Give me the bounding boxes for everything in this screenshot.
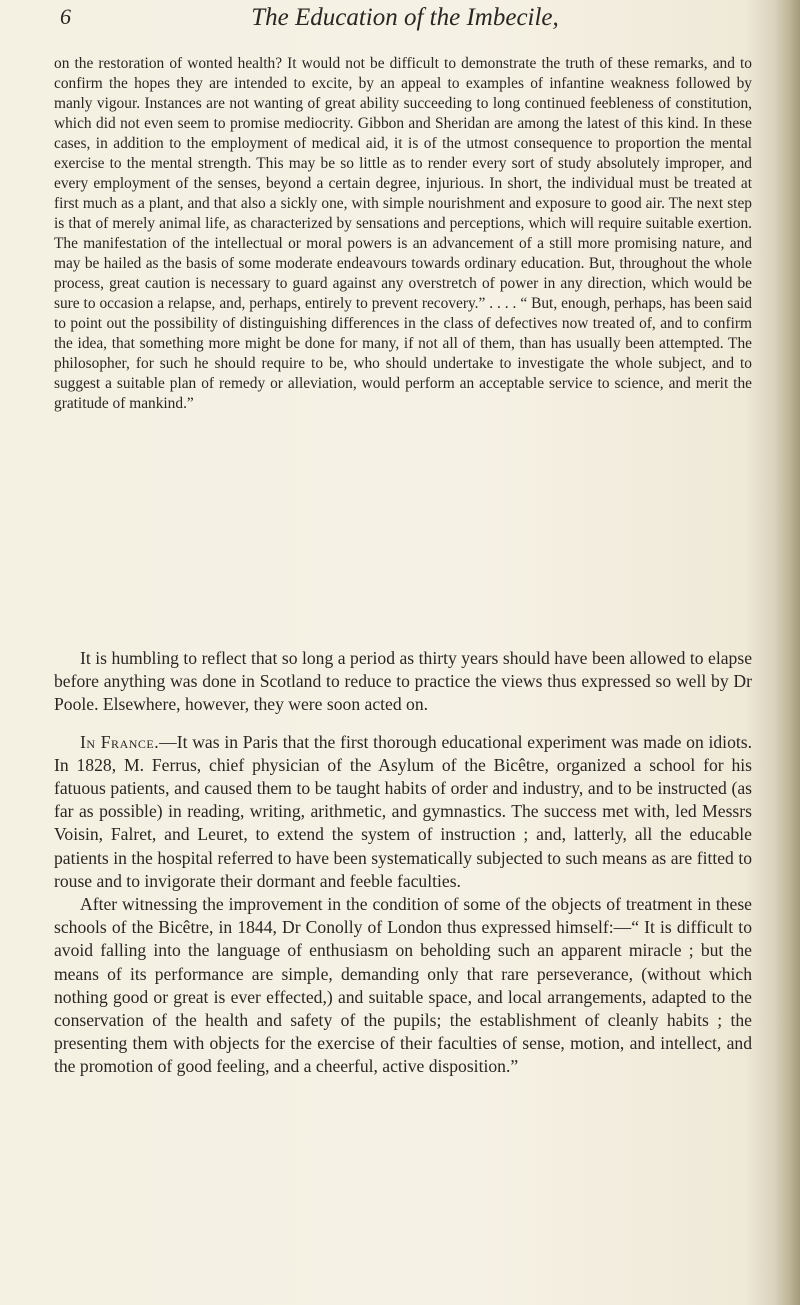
paragraph-in-france <box>54 731 752 893</box>
quote-paragraph: on the restoration of wonted health? It would not be difficult to demonstrate the truth of these remarks, and to confirm the hopes they are intended to excite, by an appeal to examples of infantine weakness followed by manly vigour. Instances are not wanting of great ability succeeding to long continued feebleness of constitution, which did not even seem to promise mediocrity. Gibbon and Sheridan are among the latest of this kind. In these cases, in addition to the employment of medical aid, it is of the utmost consequence to proportion the mental exercise to the mental strength. This may be so little as to render every sort of study absolutely improper, and every employment of the senses, beyond a certain degree, injurious. In short, the individual must be treated at first much as a plant, and that also a sickly one, with simple nourishment and exposure to good air. The next step is that of merely animal life, as characterized by sensations and perceptions, which will require suitable exertion. The manifestation of the intellectual or moral powers is an advancement of a still more promising nature, and may be hailed as the basis of some moderate endeavours towards ordinary education. But, throughout the whole process, great caution is necessary to guard against any overstretch of power in any direction, which would be sure to occasion a relapse, and, perhaps, entirely to prevent recovery.” . . . . “ But, enough, perhaps, has been said to point out the possibility of distinguishing differences in the class of defectives now treated of, and to confirm the idea, that something more might be done for many, if not all of them, than has usually been attempted. The philosopher, for such he should require to be, who should undertake to investigate the whole subject, and to suggest a suitable plan of remedy or alleviation, would perform an acceptable service to science, and merit the gratitude of mankind.” <box>54 55 752 412</box>
body-text <box>54 647 752 1079</box>
page-number: 6 <box>60 4 71 29</box>
page-edge-shadow <box>774 0 800 1305</box>
running-title: The Education of the Imbecile, <box>251 4 559 31</box>
paragraph-conolly: After witnessing the improvement in the condition of some of the objects of treatment in these schools of the Bicêtre, in 1844, Dr Conolly of London thus expressed himself:—“ It is difficult to avoid falling into the language of enthusiasm on beholding such an apparent miracle ; but the means of its performance are simple, demanding only that rare perseverance, (without which nothing good or great is ever effected,) and suitable space, and local arrangements, adapted to the conservation of the health and safety of the pupils; the establishment of cleanly habits ; the presenting them with objects for the exercise of their faculties of sense, motion, and intellect, and the promotion of good feeling, and a cheerful, active disposition.” <box>54 894 752 1077</box>
paragraph-humbling: It is humbling to reflect that so long a period as thirty years should have been allowed to elapse before anything was done in Scotland to reduce to practice the views thus expressed so well by Dr Poole. Elsewhere, however, they were soon acted on. <box>54 648 752 715</box>
page-header <box>60 4 760 44</box>
paragraph-in-france-text: —It was in Paris that the first thorough educational experiment was made on idiots. In 1828, M. Ferrus, chief physician of the Asylum of the Bicêtre, organized a school for his fatuous patients, and caused them to be taught habits of order and industry, and to be instructed (as far as possible) in reading, writing, arithmetic, and gymnastics. The success met with, led Messrs Voisin, Falret, and Leuret, to extend the system of instruction ; and, latterly, all the educable patients in the hospital referred to have been systematically subjected to such means as are fitted to rouse and to invigorate their dormant and feeble faculties. <box>54 731 752 891</box>
section-heading-in-france: In France. <box>80 731 160 752</box>
quoted-passage <box>54 54 752 414</box>
